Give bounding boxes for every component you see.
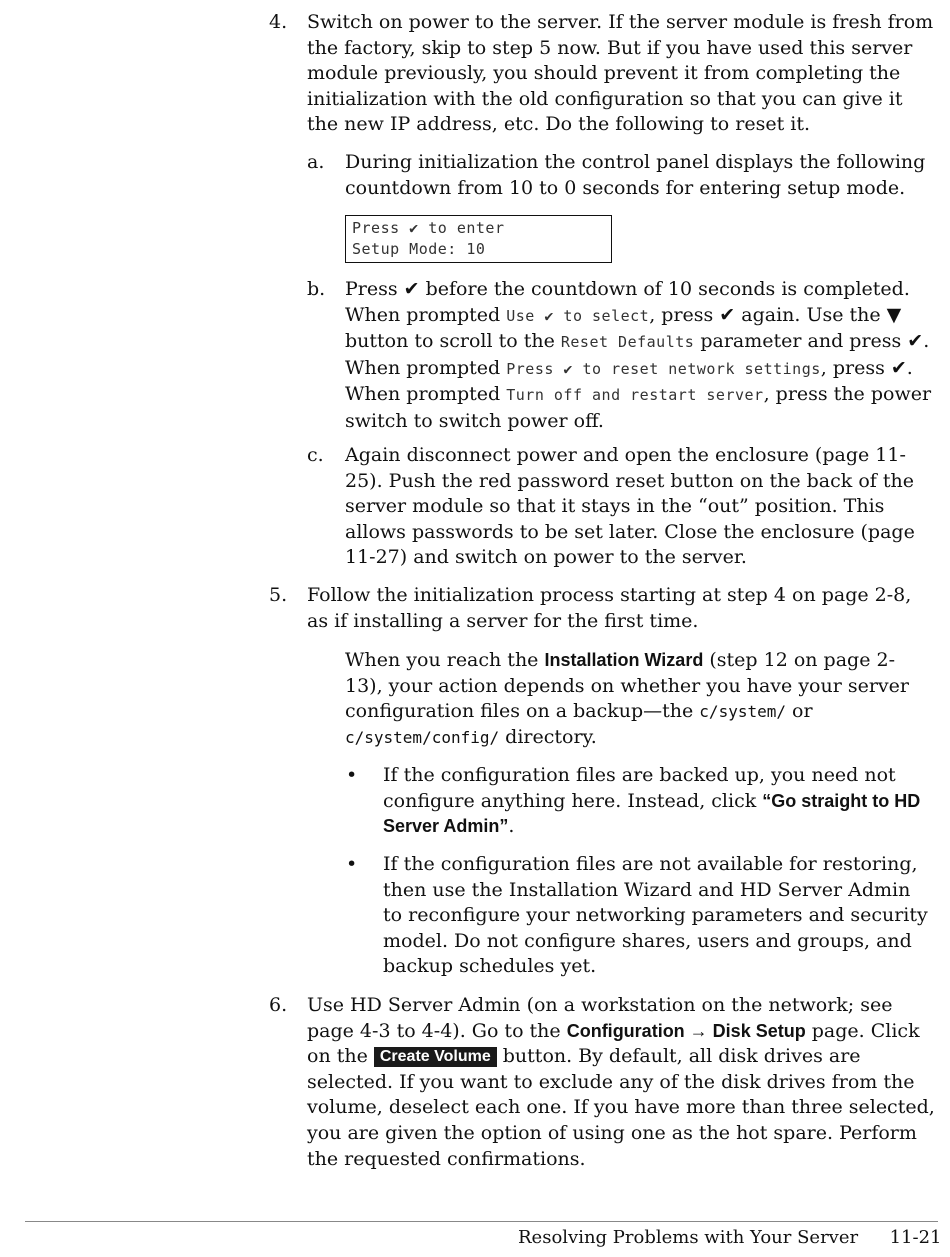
step-4a-letter: a.: [307, 151, 325, 173]
step-5-text: Follow the initialization process starting at step 4 on page 2-8, as if installing a server for the first time.: [307, 584, 912, 632]
step-5-paragraph: [345, 648, 930, 750]
step-5-paragraph-part: (step 12 on page 2-13), your action depends on whether you have your server configuration files on a backup—the: [345, 649, 909, 723]
step-6-text-part: page. Click on the: [307, 1019, 920, 1068]
step-4b-text-part: parameter and press ✔. When prompted: [345, 330, 930, 379]
footer-rule: [25, 1221, 938, 1222]
go-straight-label: “Go straight to HD Server Admin”: [383, 790, 921, 837]
configuration-disk-setup-label: Configuration → Disk Setup: [566, 1020, 806, 1041]
step-6-text-part: button. By default, all disk drives are selected. If you want to exclude any of the disk drives from the volume, deselect each one. If you have more than three selected, you are given the option of using one as the hot spare. Perform the requested confirmations.: [307, 1045, 935, 1170]
lcd-line-1: Press ✔ to enter: [352, 219, 505, 237]
step-4b-text-part: , press ✔. When prompted: [345, 356, 913, 406]
step-4b-letter: b.: [307, 278, 326, 300]
step-4-text: Switch on power to the server. If the server module is fresh from the factory, skip to step 5 now. But if you have used this server module previously, you should prevent it from completing the initialization with the old configuration so that you can give it the new IP address, etc. Do the following to reset it.: [307, 11, 934, 136]
step-5-number: 5.: [269, 584, 288, 606]
bullet-2-mark: •: [346, 853, 358, 875]
step-4c-text: Again disconnect power and open the enclosure (page 11-25). Push the red password reset button on the back of the server module so that it stays in the “out” position. This allows passwords to be set later. Close the enclosure (page 11-27) and switch on power to the server.: [345, 444, 915, 569]
create-volume-button: Create Volume: [374, 1047, 497, 1067]
bullet-1-text: [383, 763, 933, 840]
installation-wizard-label: Installation Wizard: [544, 650, 704, 670]
path-system-config: c/system/config/: [345, 727, 500, 747]
footer-title: Resolving Problems with Your Server: [518, 1227, 859, 1248]
footer: [518, 1226, 941, 1250]
step-4b-text-part: Press ✔ before the countdown of 10 seconds is completed. When prompted: [345, 278, 910, 326]
bullet-1-mark: •: [346, 764, 358, 786]
lcd-prompt-reset-defaults: Reset Defaults: [560, 333, 695, 352]
lcd-prompt-reset-network: Press ✔ to reset network settings: [506, 359, 821, 378]
step-4b-text: [345, 277, 937, 435]
footer-page-number: 11-21: [889, 1227, 942, 1248]
bullet-1-text-part: If the configuration files are backed up, you need not configure anything here. Instead, click: [383, 764, 896, 812]
step-4c-letter: c.: [307, 444, 324, 466]
lcd-prompt-turn-off: Turn off and restart server: [506, 386, 764, 405]
lcd-display: [345, 215, 612, 263]
step-4a-text: During initialization the control panel displays the following countdown from 10 to 0 seconds for entering setup mode.: [345, 151, 926, 199]
bullet-1-text-part: .: [508, 815, 515, 838]
step-5-paragraph-part: or: [786, 700, 813, 723]
lcd-prompt-use-select: Use ✔ to select: [506, 306, 650, 325]
step-6-text-part: Use HD Server Admin (on a workstation on the network; see page 4-3 to 4-4). Go to the: [307, 994, 893, 1042]
step-4b-text-part: , press the power switch to switch power off.: [345, 383, 932, 432]
path-system: c/system/: [699, 702, 786, 722]
step-5-paragraph-part: When you reach the: [345, 649, 545, 671]
step-6-text: [307, 993, 937, 1172]
step-5-paragraph-part: directory.: [499, 725, 597, 748]
lcd-line-2: Setup Mode: 10: [352, 240, 486, 258]
step-6-number: 6.: [269, 994, 288, 1016]
bullet-2-text: If the configuration files are not available for restoring, then use the Installation Wizard and HD Server Admin to reconfigure your networking parameters and security model. Do not configure shares, users and groups, and backup schedules yet.: [383, 853, 928, 978]
step-4-number: 4.: [269, 11, 288, 33]
step-4b-text-part: , press ✔ again. Use the ▼ button to scroll to the: [345, 303, 902, 353]
